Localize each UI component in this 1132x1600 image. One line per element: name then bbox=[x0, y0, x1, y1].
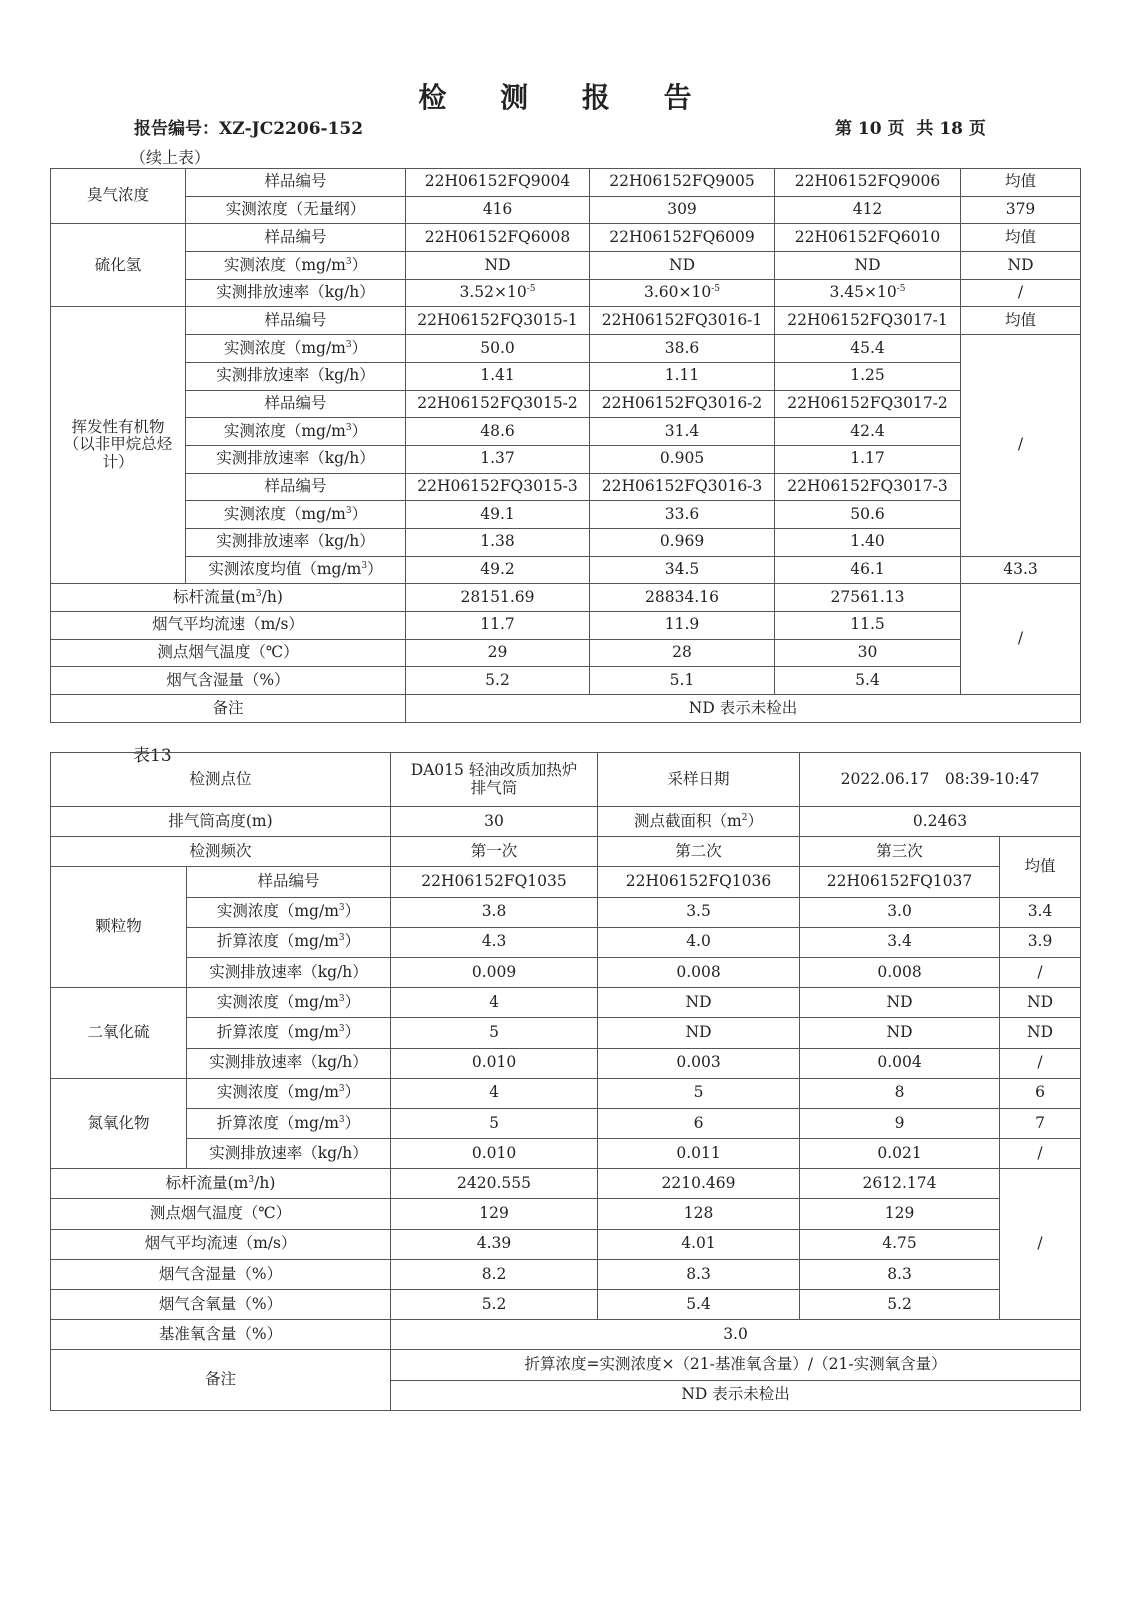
cell: 均值 bbox=[961, 169, 1081, 197]
table-row bbox=[51, 807, 1081, 837]
table-row bbox=[51, 867, 1081, 897]
cell: 22H06152FQ9005 bbox=[590, 169, 775, 197]
table-row bbox=[51, 473, 1081, 501]
cell: 22H06152FQ3017-3 bbox=[775, 473, 961, 501]
cell: 4 bbox=[391, 988, 598, 1018]
table-row bbox=[51, 1350, 1081, 1380]
table-row bbox=[51, 252, 1081, 280]
cell: 22H06152FQ3015-1 bbox=[406, 307, 590, 335]
cell: 3.0 bbox=[391, 1320, 1081, 1350]
table13 bbox=[50, 752, 1081, 1411]
label-text: 实测浓度（mg/m bbox=[223, 421, 346, 440]
cell: 11.5 bbox=[775, 612, 961, 640]
cell: 22H06152FQ3015-3 bbox=[406, 473, 590, 501]
cell: 45.4 bbox=[775, 335, 961, 363]
cell: / bbox=[1000, 1169, 1081, 1320]
cell: 0.011 bbox=[598, 1139, 800, 1169]
cell: 5 bbox=[391, 1018, 598, 1048]
cell: ND bbox=[598, 988, 800, 1018]
label-text: ） bbox=[344, 992, 361, 1011]
label-text: ） bbox=[351, 421, 368, 440]
cell: 5.2 bbox=[391, 1290, 598, 1320]
date-value: 2022.06.17 08:39-10:47 bbox=[800, 753, 1081, 807]
cell: 412 bbox=[775, 196, 961, 224]
superscript: 3 bbox=[338, 933, 345, 944]
cell: 4.39 bbox=[391, 1229, 598, 1259]
label-text: ） bbox=[344, 1083, 361, 1102]
remark-text: ND 表示未检出 bbox=[406, 695, 1081, 723]
value-text: 3.52×10 bbox=[459, 283, 527, 302]
row-label bbox=[598, 807, 800, 837]
remark-label: 备注 bbox=[51, 695, 406, 723]
label-text: ） bbox=[367, 560, 383, 579]
row-label: 样品编号 bbox=[186, 224, 406, 252]
cell: 30 bbox=[775, 639, 961, 667]
cell: 均值 bbox=[961, 307, 1081, 335]
row-label: 实测浓度（无量纲） bbox=[186, 196, 406, 224]
label-text: 标杆流量(m bbox=[165, 1173, 249, 1192]
row-label: 排气筒高度(m) bbox=[51, 807, 391, 837]
table-row bbox=[51, 556, 1081, 584]
superscript: 3 bbox=[345, 256, 352, 267]
cell: 均值 bbox=[961, 224, 1081, 252]
cell: 5 bbox=[598, 1078, 800, 1108]
cell: / bbox=[1000, 1139, 1081, 1169]
cell: 均值 bbox=[1000, 837, 1081, 897]
cell: 46.1 bbox=[775, 556, 961, 584]
cell bbox=[775, 279, 961, 307]
cell: 128 bbox=[598, 1199, 800, 1229]
report-title: 检 测 报 告 bbox=[418, 81, 714, 114]
cell: ND bbox=[775, 252, 961, 280]
table-row bbox=[51, 988, 1081, 1018]
cell: ND bbox=[961, 252, 1081, 280]
cell: 129 bbox=[800, 1199, 1000, 1229]
row-label: 实测排放速率（kg/h） bbox=[186, 279, 406, 307]
superscript: 3 bbox=[361, 560, 368, 571]
superscript: 3 bbox=[345, 505, 352, 516]
row-label bbox=[51, 584, 406, 612]
cell: 1.38 bbox=[406, 528, 590, 556]
cell: 49.2 bbox=[406, 556, 590, 584]
row-label: 实测排放速率（kg/h） bbox=[187, 957, 391, 987]
label-text: 实测浓度（mg/m bbox=[216, 902, 339, 921]
superscript: 3 bbox=[345, 339, 352, 350]
row-label: 烟气含湿量（%） bbox=[51, 1259, 391, 1289]
table-row bbox=[51, 695, 1081, 723]
cell: 309 bbox=[590, 196, 775, 224]
superscript: 3 bbox=[338, 1114, 345, 1125]
label-text: 折算浓度（mg/m bbox=[216, 1113, 339, 1132]
cell: 48.6 bbox=[406, 418, 590, 446]
cell: 22H06152FQ1035 bbox=[391, 867, 598, 897]
cell: 第二次 bbox=[598, 837, 800, 867]
superscript: -5 bbox=[896, 284, 906, 295]
row-label bbox=[186, 556, 406, 584]
row-label: 实测排放速率（kg/h） bbox=[186, 528, 406, 556]
label-text: 标杆流量(m bbox=[173, 587, 256, 606]
cell: 8.2 bbox=[391, 1259, 598, 1289]
page-number: 第 10 页 bbox=[835, 119, 905, 139]
cell: 5.2 bbox=[800, 1290, 1000, 1320]
cell: 0.003 bbox=[598, 1048, 800, 1078]
cell: 22H06152FQ3017-2 bbox=[775, 390, 961, 418]
label-text: ） bbox=[344, 932, 361, 951]
point-value: DA015 轻油改质加热炉排气筒 bbox=[391, 753, 598, 807]
row-label: 烟气含湿量（%） bbox=[51, 667, 406, 695]
row-label: 样品编号 bbox=[186, 473, 406, 501]
label-text: 实测浓度（mg/m bbox=[216, 992, 339, 1011]
label-text: 实测浓度（mg/m bbox=[223, 255, 346, 274]
cell: 3.8 bbox=[391, 897, 598, 927]
group-label-pm: 颗粒物 bbox=[51, 867, 187, 988]
point-label: 检测点位 bbox=[51, 753, 391, 807]
cell: / bbox=[961, 584, 1081, 695]
label-text: 实测浓度均值（mg/m bbox=[208, 560, 362, 579]
group-label-odor: 臭气浓度 bbox=[51, 169, 186, 224]
cell: 22H06152FQ3016-2 bbox=[590, 390, 775, 418]
label-text: ） bbox=[351, 504, 368, 523]
label-text: 实测浓度（mg/m bbox=[223, 504, 346, 523]
row-label: 烟气平均流速（m/s） bbox=[51, 1229, 391, 1259]
table-row bbox=[51, 418, 1081, 446]
label-text: /h) bbox=[254, 1173, 276, 1192]
cell: 6 bbox=[1000, 1078, 1081, 1108]
table-row bbox=[51, 1290, 1081, 1320]
cell: 27561.13 bbox=[775, 584, 961, 612]
value-text: 3.60×10 bbox=[643, 283, 712, 302]
cell: 416 bbox=[406, 196, 590, 224]
row-label: 样品编号 bbox=[186, 169, 406, 197]
table-row bbox=[51, 307, 1081, 335]
table-row bbox=[51, 169, 1081, 197]
row-label bbox=[186, 501, 406, 529]
label-text: 实测浓度（mg/m bbox=[216, 1083, 339, 1102]
cell: / bbox=[961, 279, 1081, 307]
cell: 129 bbox=[391, 1199, 598, 1229]
cell: 22H06152FQ3016-3 bbox=[590, 473, 775, 501]
cell: 2210.469 bbox=[598, 1169, 800, 1199]
cell: ND bbox=[598, 1018, 800, 1048]
cell: / bbox=[1000, 957, 1081, 987]
row-label bbox=[186, 335, 406, 363]
cell: / bbox=[961, 335, 1081, 557]
table-row bbox=[51, 639, 1081, 667]
continued-results-table bbox=[50, 168, 1081, 723]
row-label bbox=[187, 1078, 391, 1108]
cell: 30 bbox=[391, 807, 598, 837]
table-row bbox=[51, 897, 1081, 927]
row-label: 测点烟气温度（℃） bbox=[51, 639, 406, 667]
table-row bbox=[51, 1139, 1081, 1169]
table-row bbox=[51, 224, 1081, 252]
cell: 5.1 bbox=[590, 667, 775, 695]
cell: 22H06152FQ1037 bbox=[800, 867, 1000, 897]
cell bbox=[590, 279, 775, 307]
cell: 50.0 bbox=[406, 335, 590, 363]
cell: 34.5 bbox=[590, 556, 775, 584]
group-label-nox: 氮氧化物 bbox=[51, 1078, 187, 1169]
cell: 22H06152FQ6010 bbox=[775, 224, 961, 252]
label-text: 实测浓度（mg/m bbox=[223, 338, 346, 357]
cell: 11.7 bbox=[406, 612, 590, 640]
row-label: 实测排放速率（kg/h） bbox=[187, 1139, 391, 1169]
cell: 0.008 bbox=[598, 957, 800, 987]
cell: 22H06152FQ3017-1 bbox=[775, 307, 961, 335]
superscript: 3 bbox=[248, 1174, 255, 1185]
label-text: ） bbox=[344, 1023, 361, 1041]
row-label bbox=[187, 897, 391, 927]
cell: 4.0 bbox=[598, 927, 800, 957]
cell: 28151.69 bbox=[406, 584, 590, 612]
label-text: ） bbox=[351, 338, 368, 357]
cell: 49.1 bbox=[406, 501, 590, 529]
value-text: 3.45×10 bbox=[829, 283, 897, 302]
table-row bbox=[51, 753, 1081, 807]
table-row bbox=[51, 1199, 1081, 1229]
cell: 7 bbox=[1000, 1108, 1081, 1138]
row-label: 样品编号 bbox=[187, 867, 391, 897]
table-row bbox=[51, 927, 1081, 957]
cell: 2420.555 bbox=[391, 1169, 598, 1199]
cell: ND bbox=[800, 988, 1000, 1018]
row-label bbox=[187, 1018, 391, 1048]
remark-text: ND 表示未检出 bbox=[391, 1380, 1081, 1410]
page-indicator bbox=[835, 114, 992, 139]
cell: 1.25 bbox=[775, 362, 961, 390]
cell: 0.008 bbox=[800, 957, 1000, 987]
label-text: ） bbox=[344, 902, 361, 921]
cell: 50.6 bbox=[775, 501, 961, 529]
row-label: 烟气含氧量（%） bbox=[51, 1290, 391, 1320]
cell: 4.3 bbox=[391, 927, 598, 957]
row-label: 测点烟气温度（℃） bbox=[51, 1199, 391, 1229]
cell: 4.75 bbox=[800, 1229, 1000, 1259]
superscript: 3 bbox=[338, 1023, 345, 1034]
cell: 3.5 bbox=[598, 897, 800, 927]
cell: 28 bbox=[590, 639, 775, 667]
row-label: 样品编号 bbox=[186, 390, 406, 418]
cell: 5.4 bbox=[775, 667, 961, 695]
cell: 6 bbox=[598, 1108, 800, 1138]
table-row bbox=[51, 667, 1081, 695]
cell: 3.0 bbox=[800, 897, 1000, 927]
cell bbox=[406, 279, 590, 307]
cell: / bbox=[1000, 1048, 1081, 1078]
row-label: 实测排放速率（kg/h） bbox=[186, 445, 406, 473]
cell: 11.9 bbox=[590, 612, 775, 640]
cell: 22H06152FQ9004 bbox=[406, 169, 590, 197]
cell: 0.021 bbox=[800, 1139, 1000, 1169]
cell: 3.4 bbox=[800, 927, 1000, 957]
cell: 2612.174 bbox=[800, 1169, 1000, 1199]
cell: 1.40 bbox=[775, 528, 961, 556]
cell: 1.41 bbox=[406, 362, 590, 390]
cell: 8.3 bbox=[800, 1259, 1000, 1289]
cell: 22H06152FQ6009 bbox=[590, 224, 775, 252]
cell: 42.4 bbox=[775, 418, 961, 446]
cell: 4 bbox=[391, 1078, 598, 1108]
report-number: 报告编号：XZ-JC2206-152 bbox=[134, 119, 364, 139]
cell: 22H06152FQ3015-2 bbox=[406, 390, 590, 418]
group-label-so2: 二氧化硫 bbox=[51, 988, 187, 1079]
cell: 1.17 bbox=[775, 445, 961, 473]
superscript: -5 bbox=[526, 284, 536, 295]
superscript: 3 bbox=[338, 903, 345, 914]
cell: 9 bbox=[800, 1108, 1000, 1138]
cell: ND bbox=[1000, 988, 1081, 1018]
table13-label: 表13 bbox=[133, 746, 172, 766]
row-label bbox=[187, 927, 391, 957]
label-text: 折算浓度（mg/m bbox=[216, 932, 339, 951]
cell: 22H06152FQ6008 bbox=[406, 224, 590, 252]
superscript: 3 bbox=[338, 993, 345, 1004]
cell: 379 bbox=[961, 196, 1081, 224]
table-row bbox=[51, 445, 1081, 473]
continued-label: （续上表） bbox=[130, 148, 211, 167]
table-row bbox=[51, 1108, 1081, 1138]
cell: 0.004 bbox=[800, 1048, 1000, 1078]
remark-label: 备注 bbox=[51, 1350, 391, 1410]
table-row bbox=[51, 612, 1081, 640]
table-row bbox=[51, 1169, 1081, 1199]
label-text: ） bbox=[351, 255, 368, 274]
superscript: 3 bbox=[255, 588, 262, 599]
label-text: ） bbox=[747, 811, 763, 830]
cell: 1.37 bbox=[406, 445, 590, 473]
row-label: 样品编号 bbox=[186, 307, 406, 335]
cell: ND bbox=[800, 1018, 1000, 1048]
cell: 3.9 bbox=[1000, 927, 1081, 957]
cell: 43.3 bbox=[961, 556, 1081, 584]
cell: 22H06152FQ9006 bbox=[775, 169, 961, 197]
cell: ND bbox=[406, 252, 590, 280]
table-row bbox=[51, 1018, 1081, 1048]
table-row bbox=[51, 1078, 1081, 1108]
row-label: 烟气平均流速（m/s） bbox=[51, 612, 406, 640]
page-total: 共 18 页 bbox=[916, 119, 986, 139]
label-text: 折算浓度（mg/m bbox=[216, 1023, 339, 1041]
table-row bbox=[51, 1320, 1081, 1350]
cell: 4.01 bbox=[598, 1229, 800, 1259]
table-row bbox=[51, 279, 1081, 307]
table-row bbox=[51, 584, 1081, 612]
label-text: /h) bbox=[261, 587, 283, 606]
cell: 1.11 bbox=[590, 362, 775, 390]
cell: 29 bbox=[406, 639, 590, 667]
cell: 22H06152FQ1036 bbox=[598, 867, 800, 897]
superscript: -5 bbox=[711, 284, 720, 295]
row-label bbox=[187, 1108, 391, 1138]
group-label-h2s: 硫化氢 bbox=[51, 224, 186, 307]
superscript: 3 bbox=[338, 1084, 345, 1095]
cell: 8 bbox=[800, 1078, 1000, 1108]
table-row bbox=[51, 196, 1081, 224]
cell: ND bbox=[590, 252, 775, 280]
row-label: 实测排放速率（kg/h） bbox=[186, 362, 406, 390]
row-label bbox=[186, 418, 406, 446]
cell: 5.2 bbox=[406, 667, 590, 695]
label-text: 测点截面积（m bbox=[634, 811, 742, 830]
row-label: 基准氧含量（%） bbox=[51, 1320, 391, 1350]
cell: 0.010 bbox=[391, 1048, 598, 1078]
label-text: ） bbox=[344, 1113, 361, 1132]
cell: 31.4 bbox=[590, 418, 775, 446]
table-row bbox=[51, 390, 1081, 418]
cell: 第三次 bbox=[800, 837, 1000, 867]
cell: 5.4 bbox=[598, 1290, 800, 1320]
table-row bbox=[51, 1048, 1081, 1078]
date-label: 采样日期 bbox=[598, 753, 800, 807]
row-label: 实测排放速率（kg/h） bbox=[187, 1048, 391, 1078]
cell: 3.4 bbox=[1000, 897, 1081, 927]
table-row bbox=[51, 528, 1081, 556]
cell: 0.969 bbox=[590, 528, 775, 556]
table-row bbox=[51, 1259, 1081, 1289]
remark-formula: 折算浓度=实测浓度×（21-基准氧含量）/（21-实测氧含量） bbox=[391, 1350, 1081, 1380]
row-label bbox=[187, 988, 391, 1018]
cell: 22H06152FQ3016-1 bbox=[590, 307, 775, 335]
cell: 0.009 bbox=[391, 957, 598, 987]
row-label: 检测频次 bbox=[51, 837, 391, 867]
table-row bbox=[51, 335, 1081, 363]
cell: 第一次 bbox=[391, 837, 598, 867]
superscript: 3 bbox=[345, 422, 352, 433]
superscript: 2 bbox=[741, 812, 748, 823]
table-row bbox=[51, 837, 1081, 867]
cell: 8.3 bbox=[598, 1259, 800, 1289]
row-label bbox=[186, 252, 406, 280]
table-row bbox=[51, 501, 1081, 529]
table-row bbox=[51, 957, 1081, 987]
table-row bbox=[51, 1229, 1081, 1259]
cell: 5 bbox=[391, 1108, 598, 1138]
cell: 33.6 bbox=[590, 501, 775, 529]
row-label bbox=[51, 1169, 391, 1199]
cell: 0.905 bbox=[590, 445, 775, 473]
cell: ND bbox=[1000, 1018, 1081, 1048]
cell: 0.2463 bbox=[800, 807, 1081, 837]
cell: 0.010 bbox=[391, 1139, 598, 1169]
cell: 28834.16 bbox=[590, 584, 775, 612]
table-row bbox=[51, 362, 1081, 390]
group-label-voc: 挥发性有机物（以非甲烷总烃计） bbox=[51, 307, 186, 584]
cell: 38.6 bbox=[590, 335, 775, 363]
